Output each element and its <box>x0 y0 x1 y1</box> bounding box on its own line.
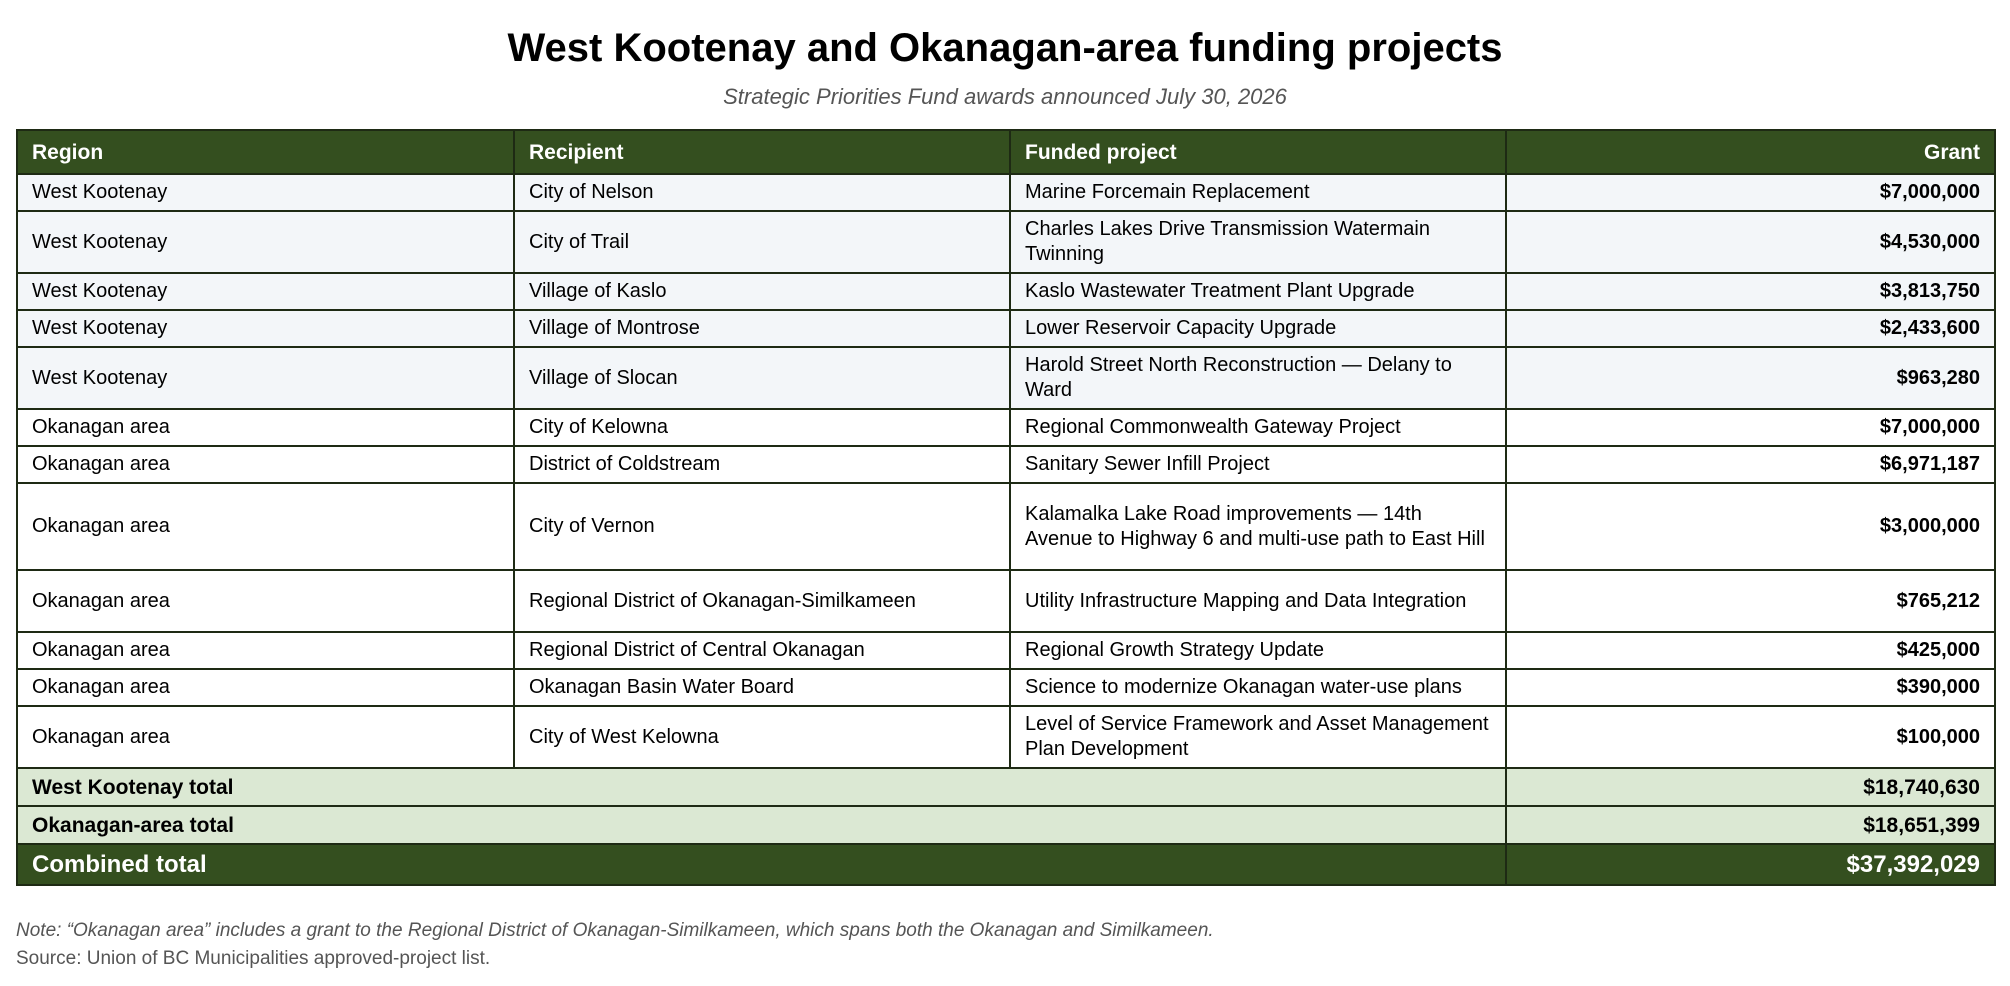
page-subtitle: Strategic Priorities Fund awards announced July 30, 2026 <box>723 84 1287 109</box>
region-cell: Okanagan area <box>17 409 514 446</box>
recipient-cell: Okanagan Basin Water Board <box>514 669 1010 706</box>
project-cell: Harold Street North Reconstruction — Delany to Ward <box>1010 347 1506 409</box>
table-row <box>17 632 1995 669</box>
recipient-cell: City of Trail <box>514 211 1010 273</box>
table-row <box>17 669 1995 706</box>
project-cell: Level of Service Framework and Asset Management Plan Development <box>1010 706 1506 768</box>
region-cell: West Kootenay <box>17 310 514 347</box>
recipient-cell: City of Vernon <box>514 483 1010 570</box>
okanagan-total-row <box>17 806 1995 844</box>
region-cell: West Kootenay <box>17 347 514 409</box>
grant-cell: $390,000 <box>1506 669 1995 706</box>
column-header-recipient: Recipient <box>514 130 1010 174</box>
footnote: Note: “Okanagan area” includes a grant to the Regional District of Okanagan-Similkameen, which spans both the Okanagan and Similkameen. <box>16 920 1214 941</box>
total-label: Okanagan-area total <box>17 806 1506 844</box>
region-cell: Okanagan area <box>17 483 514 570</box>
project-cell: Utility Infrastructure Mapping and Data Integration <box>1010 570 1506 632</box>
recipient-cell: District of Coldstream <box>514 446 1010 483</box>
west-kootenay-total-row <box>17 768 1995 806</box>
recipient-cell: Regional District of Central Okanagan <box>514 632 1010 669</box>
page-title: West Kootenay and Okanagan-area funding projects <box>507 26 1503 70</box>
grant-cell: $7,000,000 <box>1506 174 1995 211</box>
recipient-cell: Regional District of Okanagan-Similkameen <box>514 570 1010 632</box>
recipient-cell: City of Kelowna <box>514 409 1010 446</box>
grant-cell: $425,000 <box>1506 632 1995 669</box>
table-row <box>17 273 1995 310</box>
recipient-cell: Village of Montrose <box>514 310 1010 347</box>
header-row <box>17 130 1995 174</box>
total-value: $18,740,630 <box>1506 768 1995 806</box>
region-cell: West Kootenay <box>17 211 514 273</box>
project-cell: Kalamalka Lake Road improvements — 14th Avenue to Highway 6 and multi-use path to East Hill <box>1010 483 1506 570</box>
project-cell: Regional Growth Strategy Update <box>1010 632 1506 669</box>
project-cell: Sanitary Sewer Infill Project <box>1010 446 1506 483</box>
region-cell: Okanagan area <box>17 446 514 483</box>
table-row <box>17 211 1995 273</box>
grant-cell: $3,000,000 <box>1506 483 1995 570</box>
recipient-cell: City of West Kelowna <box>514 706 1010 768</box>
project-cell: Charles Lakes Drive Transmission Watermain Twinning <box>1010 211 1506 273</box>
region-cell: West Kootenay <box>17 174 514 211</box>
region-cell: Okanagan area <box>17 632 514 669</box>
total-label: Combined total <box>17 844 1506 885</box>
table-row <box>17 174 1995 211</box>
region-cell: Okanagan area <box>17 706 514 768</box>
combined-total-row <box>17 844 1995 885</box>
table-row <box>17 706 1995 768</box>
column-header-project: Funded project <box>1010 130 1506 174</box>
total-label: West Kootenay total <box>17 768 1506 806</box>
total-value: $37,392,029 <box>1506 844 1995 885</box>
table-row <box>17 483 1995 570</box>
grant-cell: $7,000,000 <box>1506 409 1995 446</box>
grant-cell: $6,971,187 <box>1506 446 1995 483</box>
project-cell: Lower Reservoir Capacity Upgrade <box>1010 310 1506 347</box>
recipient-cell: Village of Kaslo <box>514 273 1010 310</box>
funding-table <box>16 129 1996 886</box>
column-header-region: Region <box>17 130 514 174</box>
project-cell: Kaslo Wastewater Treatment Plant Upgrade <box>1010 273 1506 310</box>
table-row <box>17 446 1995 483</box>
grant-cell: $963,280 <box>1506 347 1995 409</box>
grant-cell: $2,433,600 <box>1506 310 1995 347</box>
grant-cell: $100,000 <box>1506 706 1995 768</box>
recipient-cell: City of Nelson <box>514 174 1010 211</box>
table-row <box>17 570 1995 632</box>
grant-cell: $3,813,750 <box>1506 273 1995 310</box>
region-cell: Okanagan area <box>17 669 514 706</box>
grant-cell: $765,212 <box>1506 570 1995 632</box>
project-cell: Marine Forcemain Replacement <box>1010 174 1506 211</box>
column-header-grant: Grant <box>1506 130 1995 174</box>
grant-cell: $4,530,000 <box>1506 211 1995 273</box>
project-cell: Science to modernize Okanagan water-use plans <box>1010 669 1506 706</box>
total-value: $18,651,399 <box>1506 806 1995 844</box>
project-cell: Regional Commonwealth Gateway Project <box>1010 409 1506 446</box>
table-row <box>17 409 1995 446</box>
source-line: Source: Union of BC Municipalities approved-project list. <box>16 948 491 969</box>
recipient-cell: Village of Slocan <box>514 347 1010 409</box>
region-cell: West Kootenay <box>17 273 514 310</box>
table-row <box>17 310 1995 347</box>
table-row <box>17 347 1995 409</box>
region-cell: Okanagan area <box>17 570 514 632</box>
